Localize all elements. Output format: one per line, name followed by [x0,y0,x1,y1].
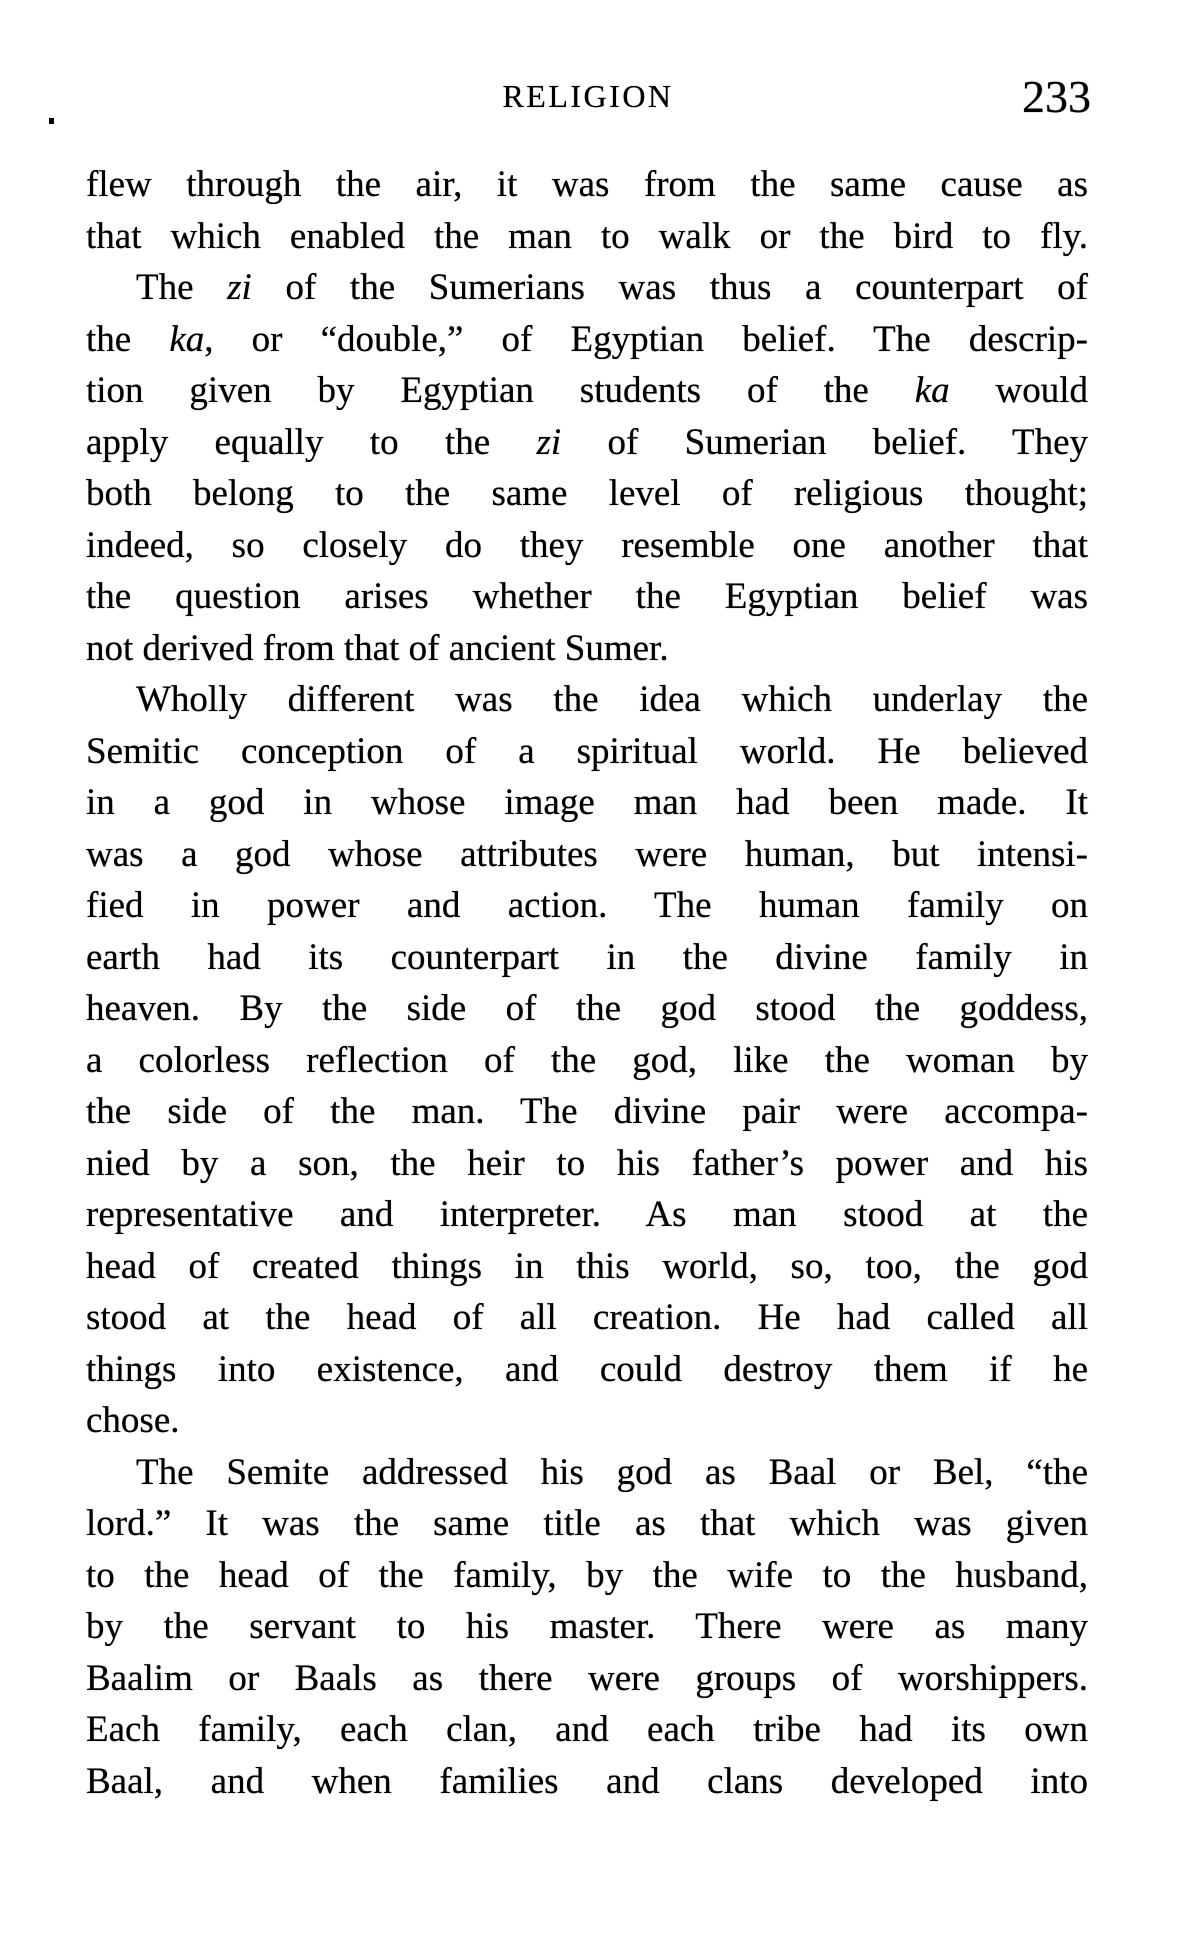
text-segment: not derived from that of ancient Sumer. [86,627,669,669]
body-text [86,159,1088,1807]
text-segment: both belong to the same level of religious thought; [86,473,1088,514]
text-line [86,1241,1088,1293]
text-line [86,211,1088,263]
text-segment: earth had its counterpart in the divine family in [86,936,1088,978]
text-line [86,314,1088,366]
text-line [86,983,1088,1035]
text-segment: Each family, each clan, and each tribe had its own [86,1709,1088,1750]
text-line [86,1395,1088,1447]
text-segment: The Semite addressed his god as Baal or Bel, “the [136,1451,1088,1493]
italic-term: ka [914,370,950,411]
text-segment: lord.” It was the same title as that which was given [86,1503,1088,1544]
text-segment: Wholly different was the idea which underlay the [136,679,1088,720]
text-line [86,1601,1088,1653]
text-segment: the [86,318,170,360]
text-segment: apply equally to the [86,421,537,463]
text-segment: Semitic conception of a spiritual world. He believed [86,730,1088,772]
text-segment: chose. [86,1400,180,1441]
page-number: 233 [1022,71,1091,122]
text-line [86,1189,1088,1241]
text-segment: Baal, and when families and clans developed into [86,1760,1088,1802]
text-segment: The [136,267,228,308]
text-segment: the question arises whether the Egyptian belief was [86,576,1088,617]
text-line [86,468,1088,520]
text-segment: that which enabled the man to walk or the bird to fly. [86,215,1088,257]
text-segment: heaven. By the side of the god stood the goddess, [86,988,1088,1029]
text-line [86,520,1088,572]
italic-term: ka [169,318,205,360]
text-line [86,1086,1088,1138]
text-line [86,777,1088,829]
text-segment: would [949,370,1089,411]
text-line [86,1035,1088,1087]
text-line [86,262,1088,314]
text-line [86,159,1088,211]
text-segment: the side of the man. The divine pair were accompa- [86,1091,1088,1132]
text-line [86,1704,1088,1756]
running-header [0,0,1179,140]
text-line [86,1498,1088,1550]
text-segment: flew through the air, it was from the same cause as [86,164,1088,205]
text-line [86,674,1088,726]
text-line [86,880,1088,932]
text-line [86,1550,1088,1602]
text-line [86,1292,1088,1344]
text-segment: head of created things in this world, so, too, the god [86,1245,1088,1287]
italic-term: zi [536,421,562,463]
text-segment: of the Sumerians was thus a counterpart of [251,267,1088,308]
scan-speck [49,118,54,124]
text-segment: a colorless reflection of the god, like the woman by [86,1039,1088,1081]
running-header-title: RELIGION [502,78,674,114]
text-line [86,1344,1088,1396]
text-segment: tion given by Egyptian students of the [86,370,915,411]
text-line [86,417,1088,469]
text-line [86,571,1088,623]
text-line [86,1138,1088,1190]
text-line [86,1756,1088,1808]
text-segment: stood at the head of all creation. He had called all [86,1297,1088,1338]
text-segment: representative and interpreter. As man stood at the [86,1194,1088,1235]
text-line [86,726,1088,778]
text-segment: nied by a son, the heir to his father’s power and his [86,1142,1088,1184]
text-segment: by the servant to his master. There were as many [86,1606,1088,1647]
text-line [86,829,1088,881]
text-segment: fied in power and action. The human family on [86,885,1088,926]
text-segment: in a god in whose image man had been made. It [86,782,1088,823]
text-segment: indeed, so closely do they resemble one another that [86,524,1088,566]
text-line [86,932,1088,984]
text-segment: , or “double,” of Egyptian belief. The descrip- [204,318,1088,360]
italic-term: zi [227,267,252,308]
text-segment: Baalim or Baals as there were groups of worshippers. [86,1657,1088,1699]
text-segment: things into existence, and could destroy them if he [86,1348,1088,1390]
text-line [86,365,1088,417]
text-line [86,1447,1088,1499]
text-line [86,1653,1088,1705]
text-segment: of Sumerian belief. They [561,421,1088,463]
text-segment: was a god whose attributes were human, but intensi- [86,833,1088,875]
text-segment: to the head of the family, by the wife to the husband, [86,1554,1088,1596]
text-line [86,623,1088,675]
